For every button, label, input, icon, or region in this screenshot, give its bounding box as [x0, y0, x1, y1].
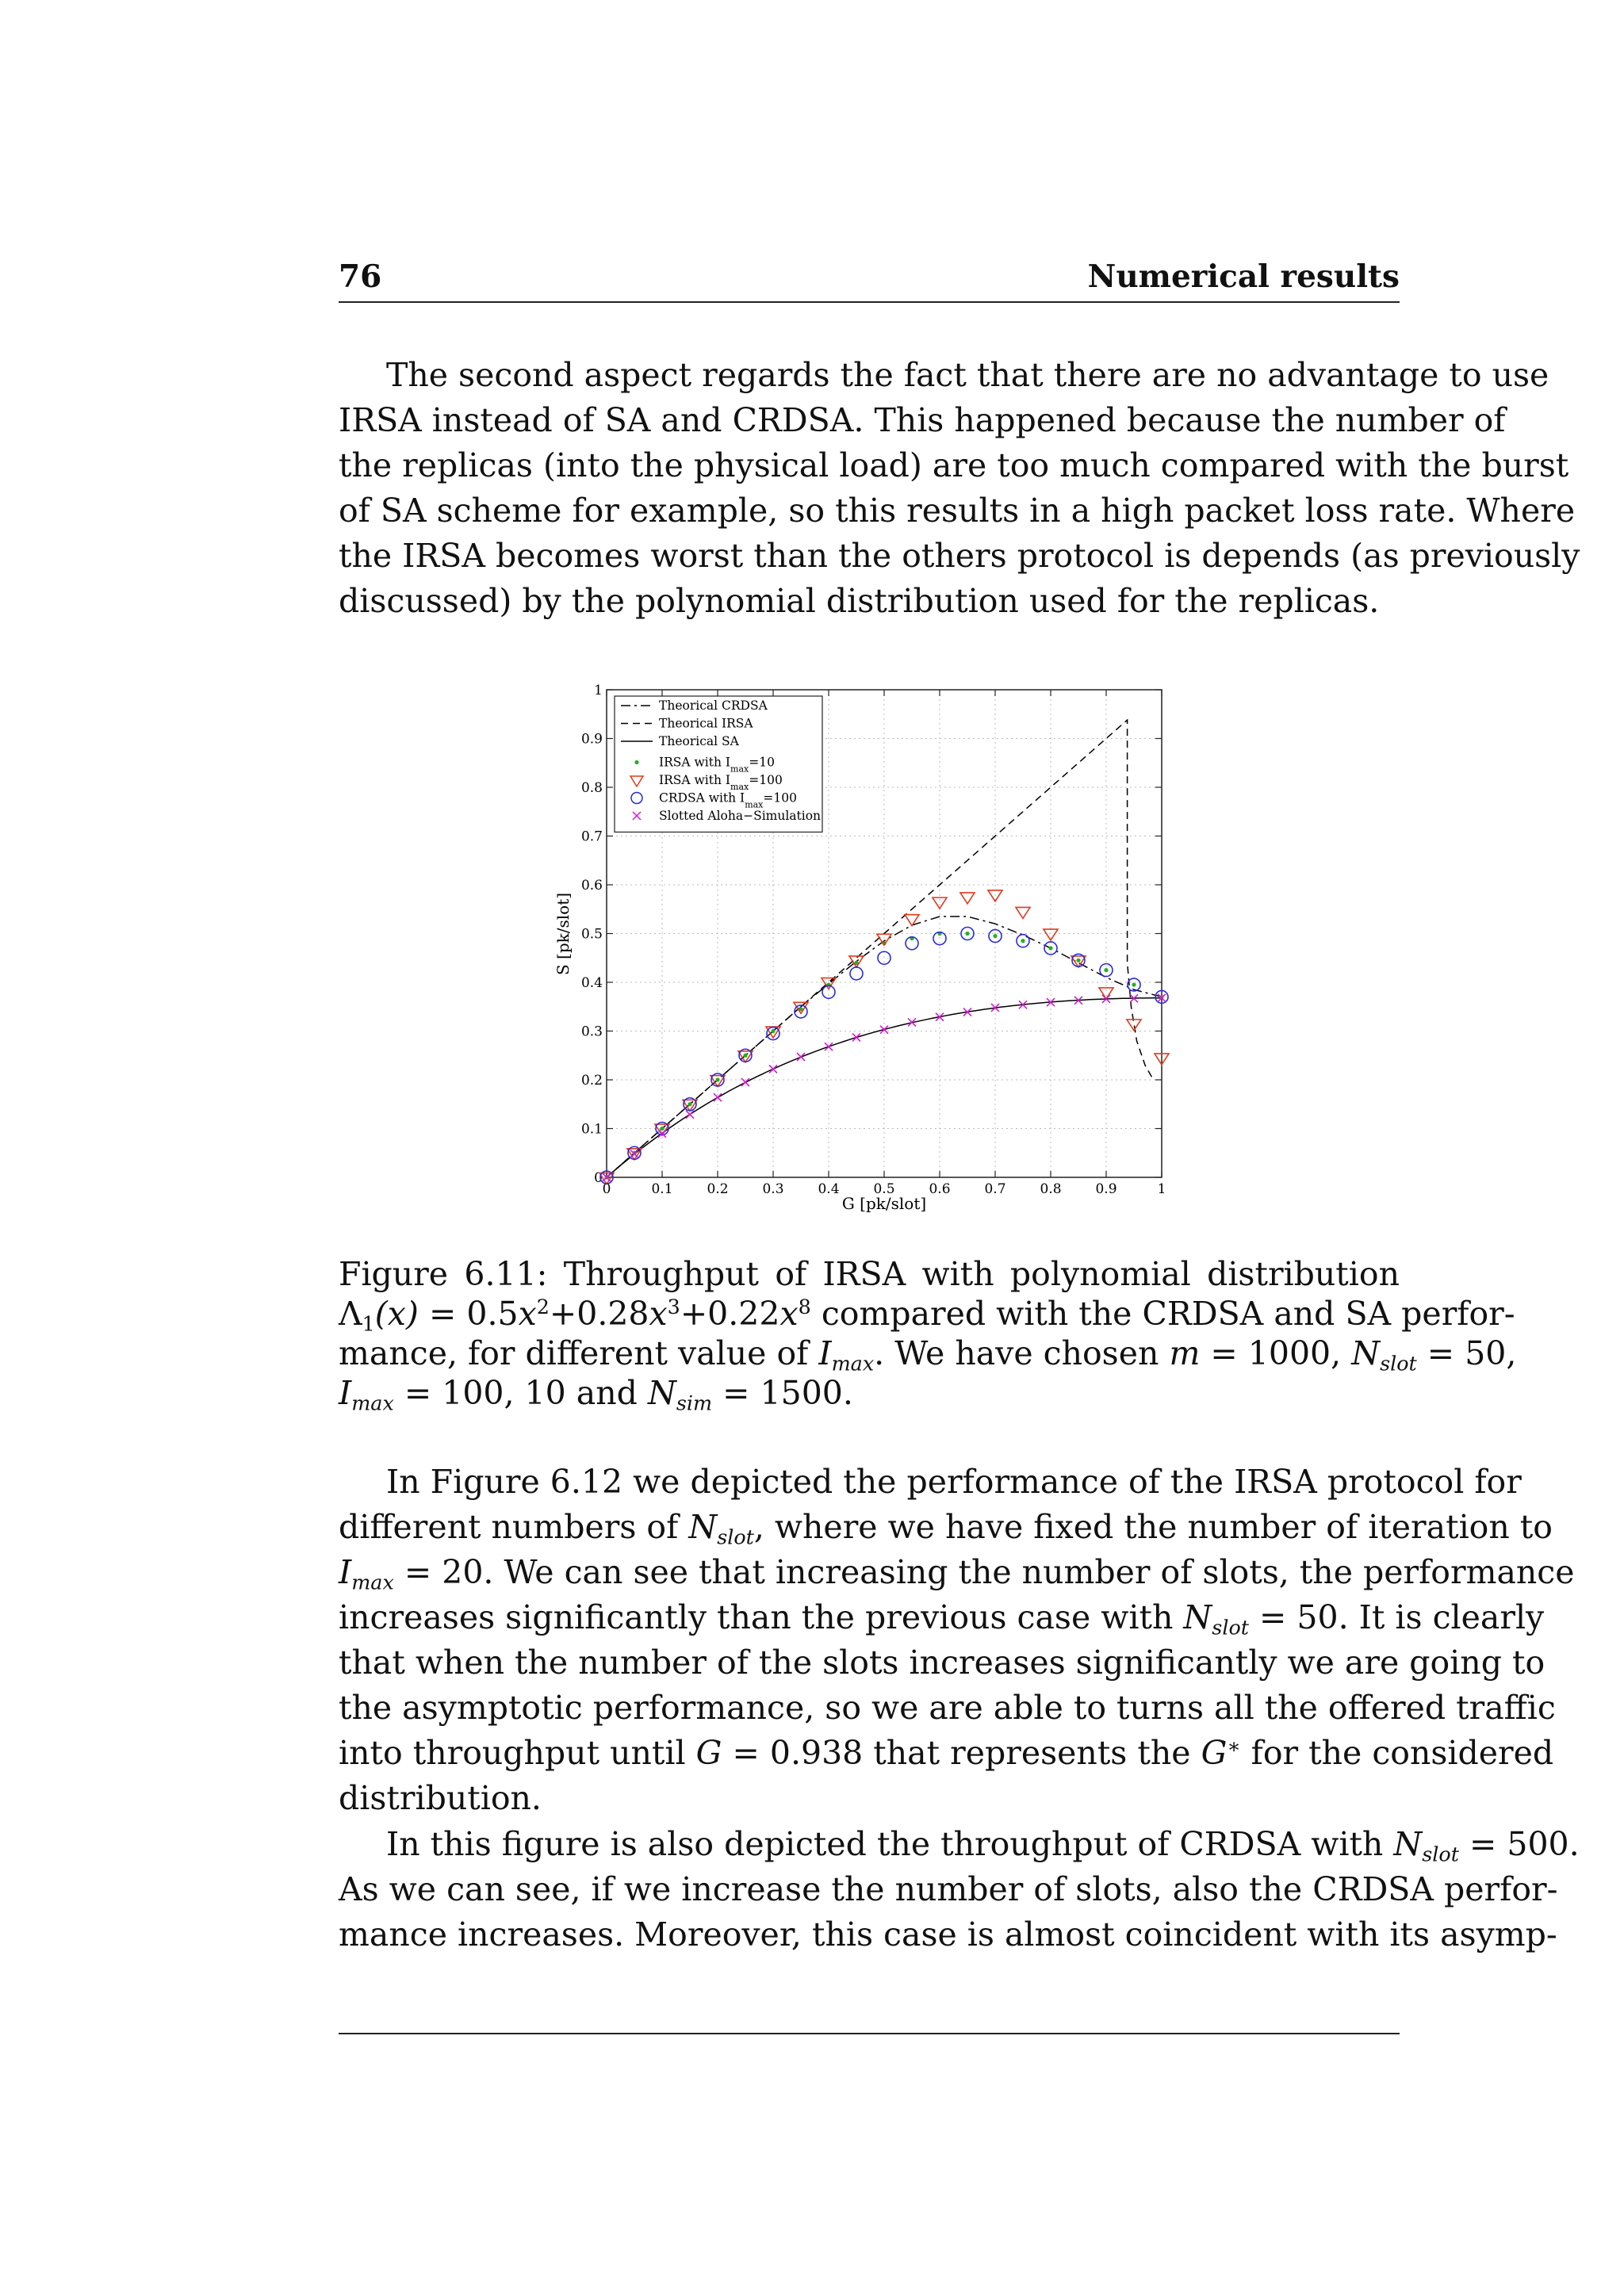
text-line [339, 1731, 1554, 1776]
x-axis-label: G [pk/slot] [841, 1194, 927, 1213]
section-title: Numerical results [1087, 258, 1400, 295]
figure-caption [339, 1254, 1517, 1415]
caption-math: max [831, 1351, 875, 1376]
y-tick-label: 0.5 [580, 926, 603, 943]
caption-math: = [1427, 1334, 1455, 1372]
data-point-irsa-imax10 [1076, 959, 1080, 962]
caption-math: 1 [362, 1311, 375, 1336]
data-point-irsa-imax100 [1127, 1020, 1141, 1031]
math-superscript: ∗ [1227, 1734, 1241, 1758]
caption-math: 8 [798, 1295, 811, 1319]
caption-math: 2 [536, 1295, 550, 1319]
y-tick-label: 0.1 [580, 1121, 603, 1138]
footer-rule [339, 2033, 1400, 2034]
math-symbol: N [1393, 1825, 1423, 1863]
text-span: , where we have fixed the number of iteration to [753, 1508, 1553, 1546]
text-span: different numbers of [339, 1508, 679, 1546]
legend-label: Theorical SA [659, 734, 739, 748]
paragraph-1 [339, 353, 1580, 624]
caption-text: mance, for different value of [339, 1334, 809, 1372]
math-value: 500. [1507, 1825, 1580, 1863]
caption-math: 3 [667, 1295, 680, 1319]
text-span: increases significantly than the previous case with [339, 1598, 1174, 1636]
data-point-irsa-imax10 [1021, 939, 1025, 943]
text-line: the asymptotic performance, so we are able to turns all the offered traffic [339, 1689, 1556, 1727]
caption-math: x [518, 1295, 537, 1333]
data-point-irsa-imax10 [715, 1077, 719, 1081]
caption-math: +0.28 [549, 1295, 649, 1333]
x-tick-label: 0.1 [651, 1181, 673, 1197]
data-point-irsa-imax10 [771, 1029, 775, 1033]
caption-math: +0.22 [680, 1295, 780, 1333]
text-line [339, 1822, 1580, 1867]
data-point-irsa-imax100 [960, 893, 975, 904]
data-point-irsa-imax10 [965, 932, 969, 936]
data-point-crdsa-imax100 [822, 985, 835, 998]
caption-math: m [1169, 1334, 1201, 1372]
math-value: 50. [1297, 1598, 1349, 1636]
math-subscript: slot [1212, 1615, 1249, 1640]
caption-math: slot [1380, 1351, 1417, 1376]
text-line: of SA scheme for example, so this results in a high packet loss rate. Where [339, 492, 1576, 530]
y-tick-label: 0.9 [580, 731, 603, 748]
x-tick-label: 0.6 [929, 1181, 951, 1197]
data-point-irsa-imax10 [743, 1054, 747, 1058]
x-tick-label: 0.7 [984, 1181, 1006, 1197]
data-point-irsa-imax100 [1016, 907, 1030, 918]
caption-math: I [818, 1334, 832, 1372]
caption-math: 50, [1465, 1334, 1517, 1372]
text-line: The second aspect regards the fact that there are no advantage to use [386, 356, 1549, 394]
y-tick-label: 0.8 [580, 780, 603, 796]
text-span: It is clearly [1358, 1598, 1545, 1636]
data-point-crdsa-imax100 [850, 967, 863, 980]
text-line: mance increases. Moreover, this case is almost coincident with its asymp- [339, 1915, 1557, 1954]
x-tick-label: 0.4 [818, 1181, 840, 1197]
x-tick-label: 0.2 [707, 1181, 729, 1197]
caption-math: 1000, [1247, 1334, 1342, 1372]
caption-math: I [339, 1374, 352, 1412]
text-span: for the considered [1251, 1734, 1554, 1772]
data-point-slotted-aloha [852, 1033, 860, 1041]
legend-dot [634, 760, 638, 764]
caption-math: x [779, 1295, 799, 1333]
caption-math: = [428, 1295, 457, 1333]
data-point-irsa-imax10 [660, 1127, 664, 1131]
legend-label: Theorical CRDSA [659, 698, 768, 713]
text-line [339, 1550, 1575, 1595]
throughput-chart [551, 682, 1185, 1221]
data-point-irsa-imax10 [1132, 982, 1136, 986]
text-line: As we can see, if we increase the number of slots, also the CRDSA perfor- [339, 1870, 1558, 1908]
text-line: the replicas (into the physical load) are too much compared with the burst [339, 446, 1569, 484]
text-span: In this figure is also depicted the throughput of CRDSA with [386, 1825, 1384, 1863]
data-point-irsa-imax100 [1099, 988, 1113, 999]
math-symbol: = [404, 1553, 432, 1591]
caption-math: = [1210, 1334, 1238, 1372]
legend-symbol [634, 760, 638, 764]
math-symbol: G [695, 1734, 722, 1772]
caption-math: 1500. [760, 1374, 853, 1412]
math-symbol: N [688, 1508, 718, 1546]
math-symbol: = [1259, 1598, 1287, 1636]
paragraph-3 [339, 1822, 1580, 1957]
text-line: In Figure 6.12 we depicted the performance of the IRSA protocol for [386, 1463, 1522, 1501]
chart-legend [615, 696, 822, 832]
math-subscript: max [351, 1570, 394, 1594]
math-value: 0.938 [769, 1734, 864, 1772]
data-point-irsa-imax10 [993, 934, 997, 938]
math-symbol: G [1201, 1734, 1228, 1772]
running-header [339, 258, 1400, 303]
y-tick-label: 0.2 [580, 1073, 603, 1089]
math-symbol: N [1183, 1598, 1212, 1636]
caption-text: compared with the CRDSA and SA perfor- [821, 1295, 1515, 1333]
data-point-slotted-aloha [797, 1053, 805, 1061]
data-point-irsa-imax10 [688, 1102, 691, 1106]
text-line: the IRSA becomes worst than the others protocol is depends (as previously [339, 537, 1580, 575]
text-line: that when the number of the slots increases significantly we are going to [339, 1644, 1545, 1682]
legend-label: IRSA with $I_{max}=100$ [659, 773, 783, 792]
math-subscript: slot [717, 1525, 754, 1549]
text-line: IRSA instead of SA and CRDSA. This happened because the number of [339, 401, 1506, 439]
caption-math: = [404, 1374, 432, 1412]
caption-math: N [1351, 1334, 1381, 1372]
page-number: 76 [339, 258, 382, 295]
y-tick-label: 0.7 [580, 828, 603, 845]
y-tick-label: 0 [594, 1170, 603, 1186]
caption-text: and [576, 1374, 638, 1412]
math-value: 20. [442, 1553, 494, 1591]
text-span: into throughput until [339, 1734, 686, 1772]
legend-label: IRSA with $I_{max}=10$ [659, 755, 775, 775]
paragraph-2 [339, 1460, 1575, 1821]
math-symbol: I [339, 1553, 352, 1591]
caption-math: = [722, 1374, 750, 1412]
y-tick-label: 0.6 [580, 878, 603, 894]
caption-math: sim [676, 1391, 713, 1415]
data-point-slotted-aloha [825, 1043, 833, 1050]
y-axis-label: S [pk/slot] [553, 892, 573, 976]
legend-label: Slotted Aloha−Simulation [659, 809, 822, 823]
x-tick-label: 0.9 [1095, 1181, 1117, 1197]
x-tick-label: 0.5 [873, 1181, 895, 1197]
x-tick-label: 0 [602, 1181, 611, 1197]
x-tick-label: 1 [1157, 1181, 1166, 1197]
caption-math: max [351, 1391, 394, 1415]
x-tick-label: 0.8 [1040, 1181, 1062, 1197]
caption-math: 100, 10 [442, 1374, 566, 1412]
caption-math: (x) [374, 1295, 419, 1333]
series-line-theorical-sa [607, 998, 1162, 1177]
legend-label: CRDSA with $I_{max}=100$ [659, 790, 797, 810]
data-point-irsa-imax10 [1048, 946, 1052, 950]
text-line [339, 1505, 1553, 1550]
caption-math: 0.5 [466, 1295, 519, 1333]
text-line [339, 1595, 1545, 1640]
x-tick-label: 0.3 [762, 1181, 784, 1197]
caption-text: Throughput of IRSA with polynomial distribution [563, 1255, 1400, 1293]
y-tick-label: 0.3 [580, 1024, 603, 1040]
data-point-irsa-imax10 [1104, 968, 1108, 972]
caption-math: Λ [339, 1295, 362, 1333]
caption-label: Figure 6.11: [339, 1255, 548, 1293]
math-symbol: = [1469, 1825, 1497, 1863]
y-tick-label: 0.4 [580, 975, 603, 991]
text-span: We can see that increasing the number of slots, the performance [504, 1553, 1575, 1591]
caption-math: x [649, 1295, 668, 1333]
math-subscript: slot [1422, 1842, 1459, 1866]
text-line: discussed) by the polynomial distribution used for the replicas. [339, 582, 1380, 620]
text-span: that represents the [873, 1734, 1191, 1772]
caption-text: . We have chosen [874, 1334, 1159, 1372]
caption-math: N [647, 1374, 676, 1412]
text-line: distribution. [339, 1779, 542, 1817]
legend-label: Theorical IRSA [659, 716, 753, 731]
y-tick-label: 1 [594, 683, 603, 698]
math-symbol: = [732, 1734, 760, 1772]
